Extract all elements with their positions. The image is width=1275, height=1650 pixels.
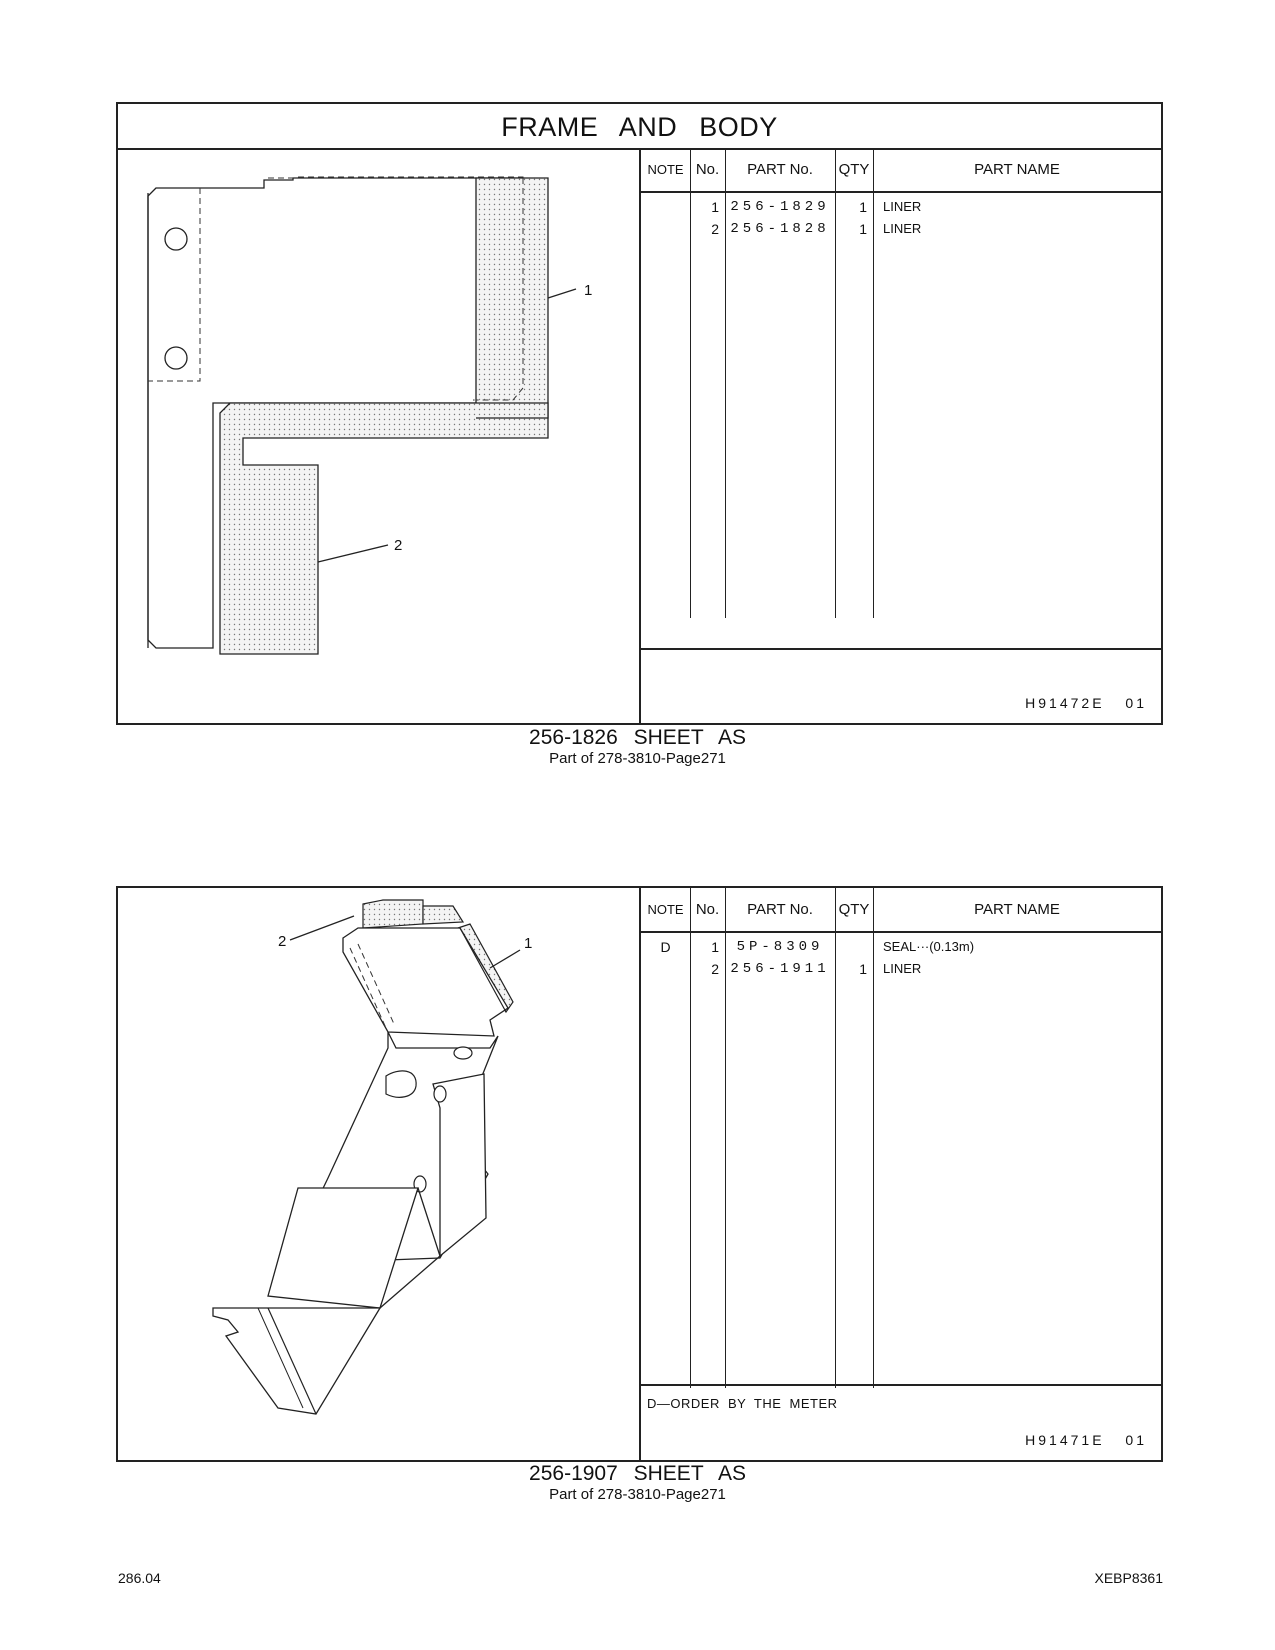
caption-title: 256-1826 SHEET AS	[529, 726, 746, 749]
hole-upper	[165, 228, 187, 250]
parts-frame-1	[116, 102, 1163, 725]
page-number: 286.04	[118, 1570, 161, 1586]
header-qty: QTY	[838, 901, 870, 918]
caption-sub: Part of 278-3810-Page271	[549, 750, 726, 767]
hole-lower	[165, 347, 187, 369]
header-part-name: PART NAME	[974, 901, 1060, 918]
table-header	[641, 148, 1161, 193]
cell-part-no: 256-1911	[730, 961, 830, 977]
liner-part-2	[343, 928, 508, 1036]
table-row	[641, 196, 1161, 218]
header-qty: QTY	[838, 161, 870, 178]
cell-no: 2	[711, 221, 719, 237]
header-no: No.	[695, 901, 720, 918]
cell-qty: 1	[859, 199, 867, 215]
illustration-1	[118, 148, 641, 723]
table-row	[641, 936, 1161, 958]
cell-no: 1	[711, 199, 719, 215]
liner-drawing-1	[118, 148, 639, 723]
drawing-number: H91471E 01	[1025, 1432, 1147, 1448]
cell-part-no: 5P-8309	[736, 939, 824, 955]
caption-1	[0, 726, 1275, 767]
cell-qty: 1	[859, 961, 867, 977]
cell-no: 2	[711, 961, 719, 977]
liner-part-1	[476, 178, 548, 418]
callout-1: 1	[584, 282, 593, 299]
table-row	[641, 218, 1161, 240]
parts-table-2	[641, 888, 1161, 1460]
footnote: D—ORDER BY THE METER	[647, 1396, 838, 1411]
header-note: NOTE	[647, 902, 684, 917]
table-header	[641, 888, 1161, 933]
callout-2: 2	[278, 933, 287, 950]
parts-frame-2	[116, 886, 1163, 1462]
cell-part-no: 256-1829	[730, 199, 830, 215]
header-part-no: PART No.	[747, 901, 813, 918]
table-footer	[641, 648, 1161, 723]
callout-2: 2	[394, 537, 403, 554]
section-title: FRAME AND BODY	[118, 104, 1161, 150]
cell-no: 1	[711, 939, 719, 955]
cell-part-name: SEAL···(0.13m)	[883, 939, 975, 954]
seal-drawing-2	[118, 888, 639, 1460]
header-part-name: PART NAME	[974, 161, 1060, 178]
table-row	[641, 958, 1161, 980]
illustration-2	[118, 888, 641, 1460]
header-no: No.	[695, 161, 720, 178]
cell-part-no: 256-1828	[730, 221, 830, 237]
callout-1: 1	[524, 935, 533, 952]
parts-table-1	[641, 148, 1161, 723]
cell-note: D	[660, 939, 671, 955]
cell-part-name: LINER	[883, 961, 922, 976]
liner-part-2	[220, 403, 548, 654]
header-note: NOTE	[647, 162, 684, 177]
document-code: XEBP8361	[1094, 1570, 1163, 1586]
cell-part-name: LINER	[883, 221, 922, 236]
drawing-number: H91472E 01	[1025, 695, 1147, 711]
caption-title: 256-1907 SHEET AS	[529, 1462, 746, 1485]
caption-sub: Part of 278-3810-Page271	[549, 1486, 726, 1503]
cell-qty: 1	[859, 221, 867, 237]
caption-2	[0, 1462, 1275, 1503]
cell-part-name: LINER	[883, 199, 922, 214]
table-footer	[641, 1384, 1161, 1460]
header-part-no: PART No.	[747, 161, 813, 178]
